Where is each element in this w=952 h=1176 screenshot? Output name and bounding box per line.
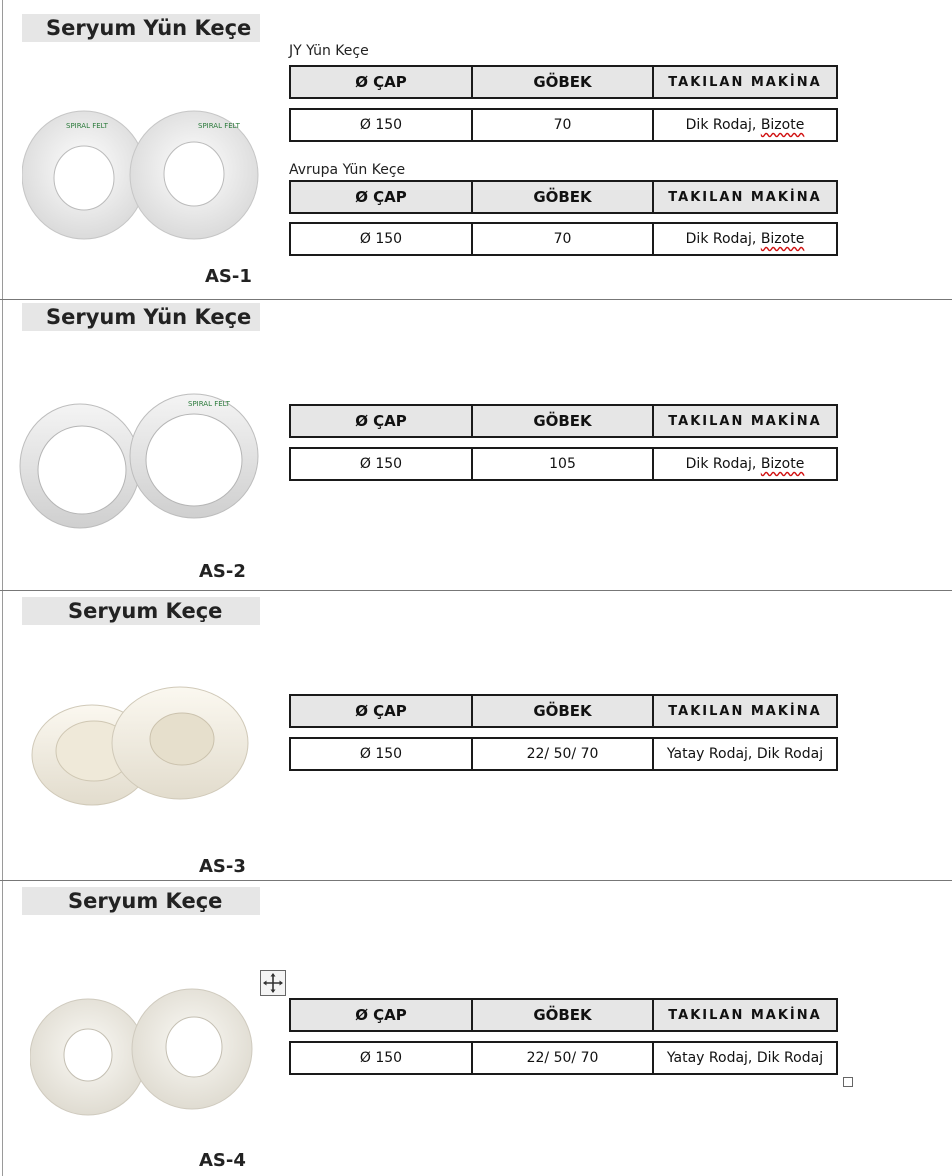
header-gobek: GÖBEK — [471, 696, 652, 726]
header-cap: Ø ÇAP — [355, 188, 407, 206]
spellcheck-word: Bizote — [760, 231, 805, 247]
table-row — [289, 108, 838, 142]
cell-makina — [652, 449, 836, 479]
resize-handle-icon[interactable] — [843, 1077, 853, 1087]
section-divider — [0, 880, 952, 881]
section-title-bar — [22, 14, 260, 42]
product-code: AS-4 — [199, 1150, 246, 1171]
product-code: AS-3 — [199, 856, 246, 877]
table-header-row — [289, 998, 838, 1032]
header-gobek: GÖBEK — [471, 1000, 652, 1030]
cell-cap: Ø 150 — [359, 1050, 403, 1066]
section-title: Seryum Keçe — [68, 889, 223, 913]
product-image-felt-wheels — [22, 100, 262, 250]
header-cap: Ø ÇAP — [355, 1006, 407, 1024]
table-row — [289, 447, 838, 481]
page-left-rule — [2, 0, 3, 1176]
section-divider — [0, 299, 952, 300]
section-title: Seryum Yün Keçe — [46, 305, 252, 329]
section-title-bar — [22, 597, 260, 625]
header-makina: TAKILAN MAKİNA — [652, 67, 836, 97]
header-gobek: GÖBEK — [471, 406, 652, 436]
makina-text: Dik Rodaj, — [685, 117, 761, 133]
makina-text: Dik Rodaj, — [685, 456, 761, 472]
cell-cap: Ø 150 — [359, 231, 403, 247]
move-handle-icon[interactable] — [260, 970, 286, 996]
product-code: AS-2 — [199, 561, 246, 582]
product-image-felt-wheels — [18, 388, 260, 533]
cell-gobek: 22/ 50/ 70 — [471, 739, 652, 769]
table-caption: Avrupa Yün Keçe — [289, 162, 406, 178]
spellcheck-word: Bizote — [760, 117, 805, 133]
section-divider — [0, 590, 952, 591]
header-cap: Ø ÇAP — [355, 702, 407, 720]
header-cap: Ø ÇAP — [355, 73, 407, 91]
cell-gobek: 105 — [471, 449, 652, 479]
table-caption: JY Yün Keçe — [289, 43, 369, 59]
cell-makina: Yatay Rodaj, Dik Rodaj — [652, 1043, 836, 1073]
makina-text: Dik Rodaj, — [685, 231, 761, 247]
section-title-bar — [22, 887, 260, 915]
table-header-row — [289, 404, 838, 438]
header-cap: Ø ÇAP — [355, 412, 407, 430]
cell-gobek: 22/ 50/ 70 — [471, 1043, 652, 1073]
header-makina: TAKILAN MAKİNA — [652, 406, 836, 436]
felt-label-text: SPIRAL FELT — [198, 122, 240, 130]
cell-makina: Yatay Rodaj, Dik Rodaj — [652, 739, 836, 769]
move-arrows-icon — [261, 971, 285, 995]
header-makina: TAKILAN MAKİNA — [652, 696, 836, 726]
table-row — [289, 737, 838, 771]
cell-cap: Ø 150 — [359, 117, 403, 133]
table-row — [289, 1041, 838, 1075]
header-gobek: GÖBEK — [471, 182, 652, 212]
header-makina: TAKILAN MAKİNA — [652, 1000, 836, 1030]
cell-cap: Ø 150 — [359, 456, 403, 472]
cell-makina — [652, 224, 836, 254]
table-header-row — [289, 65, 838, 99]
section-title: Seryum Yün Keçe — [46, 16, 252, 40]
table-row — [289, 222, 838, 256]
product-code: AS-1 — [205, 266, 252, 287]
header-makina: TAKILAN MAKİNA — [652, 182, 836, 212]
section-title: Seryum Keçe — [68, 599, 223, 623]
felt-label-text: SPIRAL FELT — [188, 400, 230, 408]
product-image-felt-wheels — [30, 985, 254, 1120]
cell-gobek: 70 — [471, 224, 652, 254]
table-header-row — [289, 180, 838, 214]
cell-makina — [652, 110, 836, 140]
cell-gobek: 70 — [471, 110, 652, 140]
section-title-bar — [22, 303, 260, 331]
table-header-row — [289, 694, 838, 728]
product-image-felt-wheels — [30, 685, 256, 815]
cell-cap: Ø 150 — [359, 746, 403, 762]
header-gobek: GÖBEK — [471, 67, 652, 97]
felt-label-text: SPIRAL FELT — [66, 122, 108, 130]
spellcheck-word: Bizote — [760, 456, 805, 472]
